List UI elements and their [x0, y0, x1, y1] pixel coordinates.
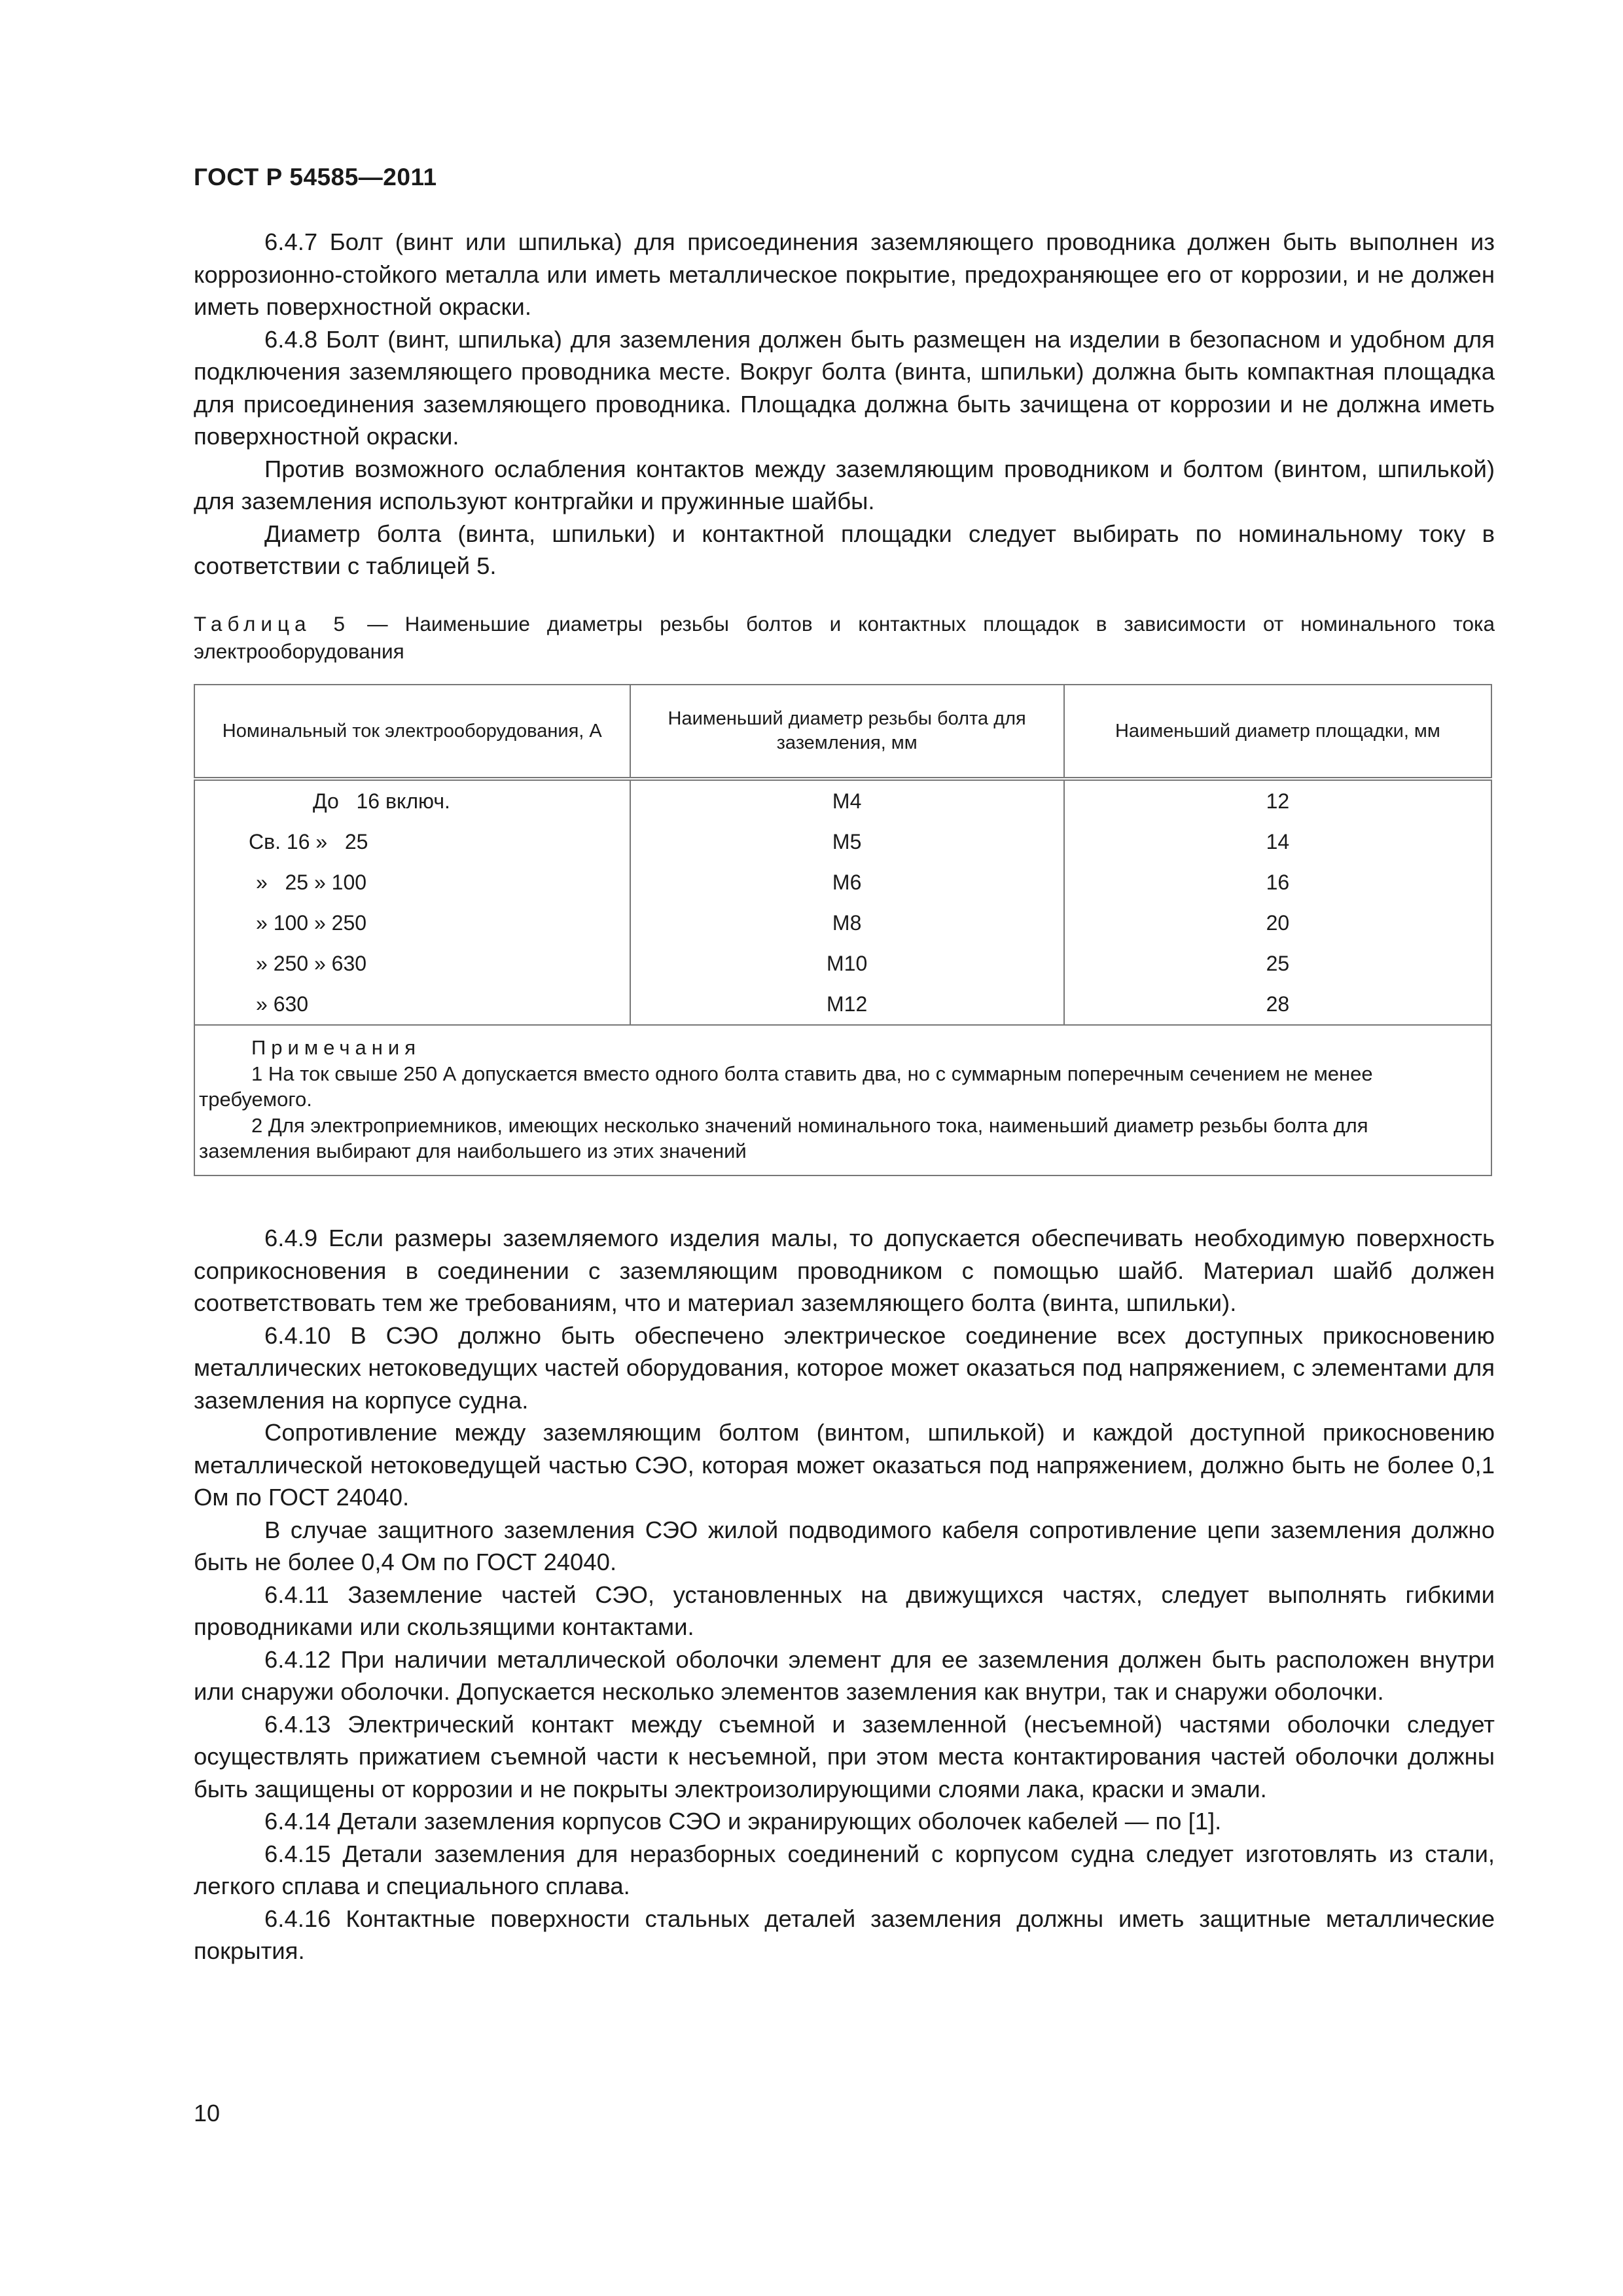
- cell-bolt: М8: [630, 903, 1064, 943]
- cell-bolt: М10: [630, 943, 1064, 984]
- table-5: [194, 684, 1492, 1176]
- notes-title: Примечания: [251, 1036, 421, 1059]
- table-row: [194, 862, 1491, 903]
- page-number: 10: [194, 2100, 221, 2126]
- paragraph-6-4-13: 6.4.13 Электрический контакт между съемной и заземленной (несъемной) частями оболочки следует осуществлять прижатием съемной части к несъемной, при этом места контактирования частей оболочки должны быть защищены от коррозии и не покрыты электроизолирующими слоями лака, краски и эмали.: [194, 1710, 1495, 1803]
- cell-current: » 630: [194, 984, 630, 1025]
- table-notes: [194, 1025, 1491, 1175]
- paragraph-6-4-9: 6.4.9 Если размеры заземляемого изделия малы, то допускается обеспечивать необходимую поверхность соприкосновения в соединении с заземляющим проводником с помощью шайб. Материал шайб должен соответствовать тем же требованиям, что и материал заземляющего болта (винта, шпильки).: [194, 1225, 1495, 1316]
- table-row: [194, 903, 1491, 943]
- cell-current: До 16 включ.: [194, 779, 630, 821]
- column-header-current: Номинальный ток электрооборудования, А: [194, 685, 630, 779]
- paragraph-6-4-10: 6.4.10 В СЭО должно быть обеспечено электрическое соединение всех доступных прикосновению металлических нетоковедущих частей оборудования, которое может оказаться под напряжением, с элементами для заземления на корпусе судна.: [194, 1321, 1495, 1414]
- table-caption-text: — Наименьшие диаметры резьбы болтов и контактных площадок в зависимости от номинального тока электрооборудования: [194, 612, 1495, 663]
- note-2: 2 Для электроприемников, имеющих несколько значений номинального тока, наименьший диаметр резьбы болта для заземления выбирают для наибольшего из этих значений: [199, 1113, 1368, 1162]
- paragraph-6-4-15: 6.4.15 Детали заземления для неразборных соединений с корпусом судна следует изготовлять из стали, легкого сплава и специального сплава.: [194, 1840, 1495, 1899]
- paragraph-6-4-14: 6.4.14 Детали заземления корпусов СЭО и экранирующих оболочек кабелей — по [1].: [264, 1808, 1222, 1835]
- cell-current: » 250 » 630: [194, 943, 630, 984]
- table-row: [194, 821, 1491, 862]
- paragraph-6-4-11: 6.4.11 Заземление частей СЭО, установленных на движущихся частях, следует выполнять гибкими проводниками или скользящими контактами.: [194, 1581, 1495, 1640]
- document-header: ГОСТ Р 54585—2011: [194, 164, 437, 190]
- paragraph-diameter: Диаметр болта (винта, шпильки) и контактной площадки следует выбирать по номинальному току в соответствии с таблицей 5.: [194, 520, 1495, 579]
- paragraph-resistance: Сопротивление между заземляющим болтом (винтом, шпилькой) и каждой доступной прикосновению металлической нетоковедущей частью СЭО, которая может оказаться под напряжением, должно быть не более 0,1 Ом по ГОСТ 24040.: [194, 1419, 1495, 1511]
- cell-bolt: М4: [630, 779, 1064, 821]
- cell-pad: 28: [1064, 984, 1491, 1025]
- note-1: 1 На ток свыше 250 А допускается вместо одного болта ставить два, но с суммарным поперечным сечением не менее требуемого.: [199, 1062, 1373, 1111]
- cell-pad: 25: [1064, 943, 1491, 984]
- table-caption: [194, 610, 1495, 665]
- cell-bolt: М6: [630, 862, 1064, 903]
- paragraph-6-4-8: 6.4.8 Болт (винт, шпилька) для заземления должен быть размещен на изделии в безопасном и удобном для подключения заземляющего проводника месте. Вокруг болта (винта, шпильки) должна быть компактная площадка для присоединения заземляющего проводника. Площадка должна быть зачищена от коррозии и не должна иметь поверхностной окраски.: [194, 325, 1495, 450]
- cell-pad: 20: [1064, 903, 1491, 943]
- table-notes-row: [194, 1025, 1491, 1175]
- table-header-row: [194, 685, 1491, 779]
- cell-pad: 14: [1064, 821, 1491, 862]
- cell-bolt: М5: [630, 821, 1064, 862]
- cell-pad: 16: [1064, 862, 1491, 903]
- top-text-block: [194, 226, 1495, 583]
- cell-current: » 25 » 100: [194, 862, 630, 903]
- table-row: [194, 943, 1491, 984]
- table-row: [194, 779, 1491, 821]
- paragraph-6-4-16: 6.4.16 Контактные поверхности стальных деталей заземления должны иметь защитные металлические покрытия.: [194, 1905, 1495, 1964]
- paragraph-protective-grounding: В случае защитного заземления СЭО жилой подводимого кабеля сопротивление цепи заземления должно быть не более 0,4 Ом по ГОСТ 24040.: [194, 1516, 1495, 1575]
- paragraph-6-4-12: 6.4.12 При наличии металлической оболочки элемент для ее заземления должен быть расположен внутри или снаружи оболочки. Допускается несколько элементов заземления как внутри, так и снаружи оболочки.: [194, 1645, 1495, 1705]
- column-header-bolt-diameter: Наименьший диаметр резьбы болта для заземления, мм: [630, 685, 1064, 779]
- cell-bolt: М12: [630, 984, 1064, 1025]
- paragraph-locknuts: Против возможного ослабления контактов между заземляющим проводником и болтом (винтом, шпилькой) для заземления используют контргайки и пружинные шайбы.: [194, 455, 1495, 514]
- cell-current: » 100 » 250: [194, 903, 630, 943]
- cell-current: Св. 16 » 25: [194, 821, 630, 862]
- bottom-text-block: [194, 1222, 1495, 1967]
- table-row: [194, 984, 1491, 1025]
- paragraph-6-4-7: 6.4.7 Болт (винт или шпилька) для присоединения заземляющего проводника должен быть выполнен из коррозионно-стойкого металла или иметь металлическое покрытие, предохраняющее его от коррозии, и не должен иметь поверхностной окраски.: [194, 228, 1495, 320]
- column-header-pad-diameter: Наименьший диаметр площадки, мм: [1064, 685, 1491, 779]
- table-caption-label: Таблица 5: [194, 612, 351, 636]
- cell-pad: 12: [1064, 779, 1491, 821]
